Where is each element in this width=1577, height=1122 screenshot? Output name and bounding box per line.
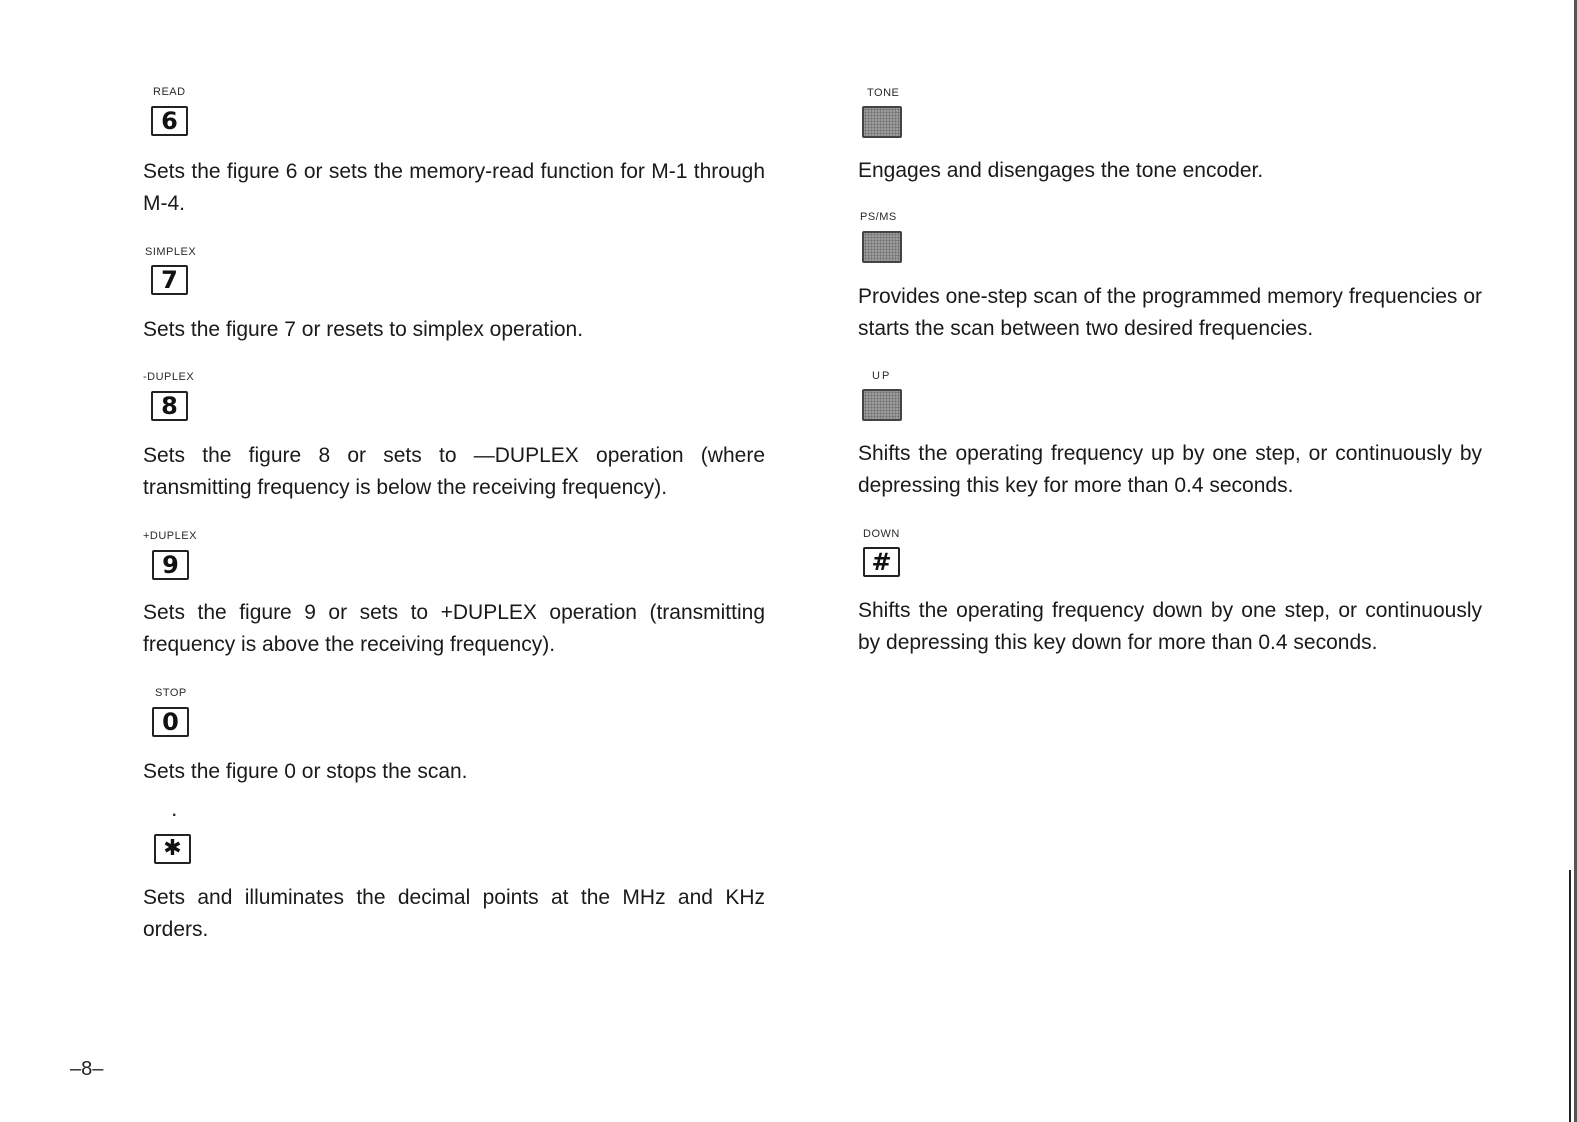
key-caption: TONE: [867, 87, 900, 99]
key-7-icon: 7: [151, 265, 188, 295]
key-description: Sets the figure 0 or stops the scan.: [143, 760, 468, 783]
key-caption: STOP: [155, 687, 187, 699]
tone-key-icon: [862, 106, 902, 138]
key-description: Sets the figure 9 or sets to +DUPLEX operation (transmitting frequency is above the receiving frequency).: [143, 601, 765, 656]
key-description: Sets the figure 8 or sets to —DUPLEX operation (where transmitting frequency is below the receiving frequency).: [143, 444, 765, 499]
up-key-icon: [862, 389, 902, 421]
key-description: Shifts the operating frequency down by one step, or continuously by depressing this key down for more than 0.4 seconds.: [858, 599, 1482, 654]
key-0-icon: 0: [152, 707, 189, 737]
page-edge-line-lower: [1569, 870, 1571, 1122]
key-caption: +DUPLEX: [143, 530, 197, 542]
key-caption: READ: [153, 86, 186, 98]
key-description: Sets the figure 6 or sets the memory-read function for M-1 through M-4.: [143, 160, 765, 215]
key-6-icon: 6: [151, 106, 188, 136]
key-caption: PS/MS: [860, 211, 897, 223]
key-description: Engages and disengages the tone encoder.: [858, 159, 1264, 182]
key-description: Sets the figure 7 or resets to simplex operation.: [143, 318, 584, 341]
key-description: Shifts the operating frequency up by one step, or continuously by depressing this key for more than 0.4 seconds.: [858, 442, 1482, 497]
key-description: Sets and illuminates the decimal points at the MHz and KHz orders.: [143, 886, 765, 941]
key-caption: UP: [872, 370, 892, 382]
hash-key-icon: #: [863, 547, 900, 577]
page-number: –8–: [70, 1058, 104, 1080]
key-caption: SIMPLEX: [145, 246, 197, 258]
key-9-icon: 9: [152, 550, 189, 580]
star-key-icon: ✱: [154, 834, 191, 864]
key-8-icon: 8: [151, 391, 188, 421]
key-caption: DOWN: [863, 528, 900, 540]
ps-ms-key-icon: [862, 231, 902, 263]
key-caption: ·: [172, 807, 178, 824]
key-description: Provides one-step scan of the programmed memory frequencies or starts the scan between two desired frequencies.: [858, 285, 1482, 340]
key-caption: -DUPLEX: [143, 371, 195, 383]
